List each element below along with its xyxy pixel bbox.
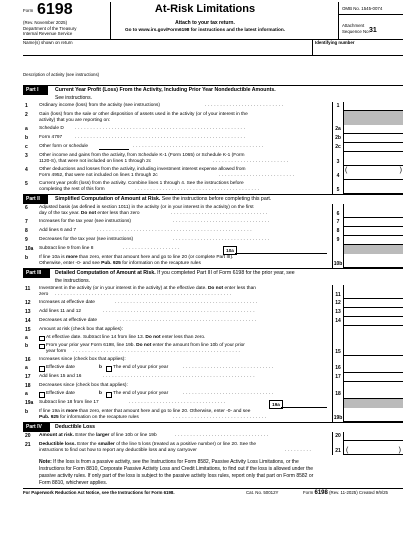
sequence-number: 31 [369,27,377,34]
line-17-row: 17 Add lines 15 and 16 . . . . . . . . . . . . . . . . . . . . . . . . . . . . . . . . . . . . . . . . . . . . . . . . . . 17 [23,373,403,382]
line-ref: 7 [332,218,344,227]
form-label: Form [23,8,34,13]
line-2c-amount[interactable] [344,143,403,152]
line-6-amount[interactable] [344,204,403,218]
line-ref: 8 [332,227,344,236]
line-text: activity) that you are reporting on: [39,118,111,123]
part2-title: Simplified Computation of Amount at Risk. See the instructions before completing this part. [55,196,272,202]
line-text: Form 4952, that were not included on lines 1 through 2c [39,173,158,178]
line-15b-row: b From your prior year Form 6198, line 19b. Do not enter the amount from line 10b of your prior year form . . . . . . . . . . . . . . . . . . . . . . . . . . . . . . . . . . . . . . . . . . . . . . . . . . . . . . . 15 [23,342,403,356]
line-16-row [23,356,403,364]
line-text: The end of your prior year [113,365,169,370]
line-text: Increases since (check box that applies): [39,357,126,362]
line-2c-row: c Other form or schedule . . . . . . . . . . . . . . . . . . . . . . . . . . . . . . . . . . . . . . . . . . . 2c [23,143,403,152]
line-letter: b [99,391,102,396]
line-10a-row: 10a Subtract line 9 from line 8 . . . . . . . . . . . . . . . . . . . 10a [23,245,403,254]
line-12-amount[interactable] [344,299,403,308]
line-letter: b [25,343,29,349]
line-letter: a [25,335,28,341]
line-number: 15 [25,327,31,333]
part4-header [23,423,403,432]
line-10a-amount[interactable] [235,246,327,254]
part4-label: Part IV [23,423,50,432]
line-ref: 11 [332,285,344,299]
line-9-row: 9 Decreases for the tax year (see instructions) . . . . . . . . . . . . . . . . . . . . . . . . . . . . . . . . 9 [23,236,403,245]
line-text: Adjusted basis (as defined in section 1011) in the activity (or in your interest in the activity) on the first [39,205,254,210]
line-ref: 13 [332,308,344,317]
line-13-amount[interactable] [344,308,403,317]
line-text: Increases for the tax year (see instructions) [39,219,131,224]
line-text: day of the tax year. Do not enter less than zero [39,211,140,216]
line-7-row: 7 Increases for the tax year (see instructions) . . . . . . . . . . . . . . . . . . . . . . . . . . . . . . . . 7 [23,218,403,227]
line-text: Other form or schedule [39,144,89,149]
identifying-number-label: Identifying number [315,40,355,45]
line-number: 1 [25,103,28,109]
line-number: 12 [25,300,31,306]
department-line2: Internal Revenue Service [23,31,73,36]
line-19a-amount[interactable] [281,400,327,408]
line-number: 6 [25,205,28,211]
line-number: 21 [25,442,31,448]
paperwork-notice: For Paperwork Reduction Act Notice, see the Instructions for Form 6198. [23,490,175,495]
attach-instruction: Attach to your tax return. [175,20,235,26]
line-8-amount[interactable] [344,227,403,236]
line-ref: 9 [332,236,344,245]
line-ref: 3 [332,152,344,166]
line-text: The end of your prior year [113,391,169,396]
line-ref: 2a [332,125,344,134]
passive-activity-note-line2: Instructions for Form 8810, Corporate Passive Activity Loss and Credit Limitations, to find out if the loss is allowed under the [39,466,314,472]
line-number: 17 [25,374,31,380]
line-text: Decreases for the tax year (see instructions) [39,237,134,242]
part1-subtitle: See instructions. [55,95,92,101]
line-1-row: 1 Ordinary income (loss) from the activity (see instructions) . . . . . . . . . . . . . . . . . . . . . . . . . . 1 [23,102,403,111]
line-6-row: 6 Adjusted basis (as defined in section 1011) in the activity (or in your interest in the activity) on the first day of the tax year. Do not enter less than zero . . . . . . . . . . . . . . . . . . . . . . . . . . . . . . . . 6 [23,204,403,218]
line-7-amount[interactable] [344,218,403,227]
line-text: If line 19a is more than zero, enter that amount here and go to line 20. Otherwise, enter -0- and see [39,409,251,414]
line-20-amount[interactable] [344,432,403,441]
sequence-label: Sequence No. [342,29,370,34]
line-text: Pub. 925 for information on the recapture rules [39,415,139,420]
line-number: 3 [25,153,28,159]
line-15-amount[interactable] [344,342,403,356]
line-ref: 20 [332,432,344,441]
line-text: Subtract line 18 from line 17 [39,400,99,405]
line-letter: b [25,409,29,415]
line-8-row: 8 Add lines 6 and 7 . . . . . . . . . . . . . . . . . . . . . . . . . . . . . . . . . . . . . . . . . . . . . . . . . . . 8 [23,227,403,236]
line-2a-row: a Schedule D . . . . . . . . . . . . . . . . . . . . . . . . . . . . . . . . . . . . . . . . . . . . . . . . . . . . . . . . 2a [23,125,403,134]
line-text: Add lines 6 and 7 [39,228,77,233]
line-ref: 1 [332,102,344,111]
line-19a-row: 19a Subtract line 18 from line 17 . . . . . . . . . . . . . . . . . . . . . . . . . . . . . . . . 19a [23,399,403,408]
line-number: 4 [25,167,28,173]
line-letter: b [25,135,29,141]
line-12-row: 12 Increases at effective date . . . . . . . . . . . . . . . . . . . . . . . . . . . . . . . . . . . . . . . . . . . . . . . 12 [23,299,403,308]
part1-title: Current Year Profit (Loss) From the Activity, Including Prior Year Nondeductible Amounts. [55,87,276,93]
line-text: Effective date [46,391,75,396]
line-10b-row [23,254,403,268]
line-text: Gain (loss) from the sale or other disposition of assets used in the activity (or of your interest in the [39,112,248,117]
line-text: Schedule D [39,126,64,131]
line-text: Other income and gains from the activity, from Schedule K-1 (Form 1065) or Schedule K-1 (Form [39,153,245,158]
line-20-row: 20 Amount at risk. Enter the larger of line 10b or line 19b . . . . . . . . . . . . . . . . . . . . . . . . . . . . . . . 20 [23,432,403,441]
line-text: Subtract line 9 from line 8 [39,246,94,251]
department-line1: Department of the Treasury [23,26,77,31]
omb-number: OMB No. 1545-0074 [342,6,383,11]
line-number: 18 [25,383,31,389]
footer-form-id: Form 6198 (Rev. 11-2025) Created 9/9/25 [303,490,388,496]
line-18ab-row: a Effective date b The end of your prior year . . . . . . . . . . . . . . . . . . . . . . . . . . . . . . 18 [23,390,403,399]
line-2a-amount[interactable] [344,125,403,134]
line-letter: a [25,391,28,397]
part1-label: Part I [23,86,48,95]
line-11-row: 11 Investment in the activity (or in your interest in the activity) at the effective date. Do not enter less than zero . . . . . . . . . . . . . . . . . . . . . . . . . . . . . . . . . . . . . . . . . . . . . . . . . . . . . . . . . . 11 [23,285,403,299]
line-letter: b [99,365,102,370]
line-21-amount[interactable]: ( ) [344,441,403,455]
form-title: At-Risk Limitations [154,3,256,15]
line-14-amount[interactable] [344,317,403,326]
line-text: Otherwise, enter -0- and see Pub. 925 for information on the recapture rules [39,261,201,266]
line-11-amount[interactable] [344,285,403,299]
line-number: 11 [25,286,31,292]
passive-activity-note-line1: Note: If the loss is from a passive activity, see the Instructions for Form 8582, Passive Activity Loss Limitations, or the [39,459,299,465]
line-2b-amount[interactable] [344,134,403,143]
line-5-amount[interactable] [344,180,403,194]
line-letter: a [25,365,28,371]
line-5-row: 5 Current year profit (loss) from the activity. Combine lines 1 through 4. See the instructions before completing the rest of this form . . . . . . . . . . . . . . . . . . . . . . . . . . . . . . . . . . . . . . . . . 5 [23,180,403,194]
part3-subtitle: the instructions. [55,278,91,284]
line-ref: 14 [332,317,344,326]
line-16a-checkbox[interactable] [39,366,45,372]
line-18a-checkbox[interactable] [39,392,45,398]
form-number: 6198 [37,1,73,18]
line-text: From your prior year Form 6198, line 19b. Do not enter the amount from line 10b of your prior [46,343,245,348]
line-ref: 18 [332,390,344,399]
passive-activity-note-line4: Form 8810, whichever applies. [39,480,108,486]
line-text: Increases at effective date [39,300,95,305]
line-text: Form 4797 [39,135,63,140]
attachment-label: Attachment [342,23,365,28]
line-text: zero [39,292,49,297]
line-ref: 2b [332,134,344,143]
line-letter: c [25,144,28,150]
part4-title: Deductible Loss [55,424,96,430]
line-number: 13 [25,309,31,315]
line-number: 19a [25,400,34,406]
line-ref: 17 [332,373,344,382]
line-ref: 19a [269,400,283,409]
line-1-amount[interactable] [344,102,403,111]
line-ref: 4 [332,166,344,180]
line-18-amount[interactable] [344,390,403,399]
line-10b-amount[interactable] [344,254,403,268]
line-15-row [23,326,403,334]
line-text: Other deductions and losses from the activity, including investment interest expense allowed from [39,167,246,172]
line-16ab-row: a Effective date b The end of your prior year . . . . . . . . . . . . . . . . . . . . . . . . . . . . . . 16 [23,364,403,373]
line-14-row: 14 Decreases at effective date . . . . . . . . . . . . . . . . . . . . . . . . . . . . . . . . . . . . . . . . . . . . . . 14 [23,317,403,326]
line-text: 1120-S), that were not included on lines 1 through 2c [39,159,152,164]
line-3-row: 3 Other income and gains from the activity, from Schedule K-1 (Form 1065) or Schedule K-1 (Form 1120-S), that were not included on lines 1 through 2c . . . . . . . . . . . . . . . . . . . . . . . . . 3 [23,152,403,166]
activity-description-label: Description of activity (see instructions) [23,72,100,77]
line-15a-row [23,334,403,342]
line-15b-checkbox[interactable] [39,344,45,350]
line-text: Amount at risk (check box that applies): [39,327,123,332]
line-ref: 6 [332,204,344,218]
line-ref: 15 [332,342,344,356]
line-number: 7 [25,219,28,225]
line-text: Add lines 11 and 12 [39,309,82,314]
line-text: Decreases at effective date [39,318,98,323]
line-letter: a [25,126,28,132]
other-schedule-field[interactable] [99,149,129,150]
line-ref: 2c [332,143,344,152]
line-text: instructions to find out how to report any deductible loss and any carryover [39,448,197,453]
passive-activity-note-line3: passive activity rules. If only part of the loss is subject to the passive activity loss rules, report only that part on Form 8582 or [39,473,314,479]
line-ref: 12 [332,299,344,308]
line-2-row [23,111,403,125]
line-15a-checkbox[interactable] [39,336,45,342]
name-label: Name(s) shown on return [23,40,73,45]
line-text: At effective date. Subtract line 14 from line 13. Do not enter less than zero. [46,335,206,340]
line-4-amount[interactable]: ( ) [344,166,403,180]
line-2b-row: b Form 4797 . . . . . . . . . . . . . . . . . . . . . . . . . . . . . . . . . . . . . . . . . . . . . . . . . . . . . . . . 2b [23,134,403,143]
line-ref: 10a [223,246,237,255]
line-13-row: 13 Add lines 11 and 12 . . . . . . . . . . . . . . . . . . . . . . . . . . . . . . . . . . . . . . . . . . . . . . . . . . 13 [23,308,403,317]
part1-header [23,86,403,95]
line-text: Current year profit (loss) from the activity. Combine lines 1 through 4. See the instructions before [39,181,244,186]
line-3-amount[interactable] [344,152,403,166]
line-text: Amount at risk. Enter the larger of line 10b or line 19b [39,433,157,438]
line-18b-checkbox[interactable] [106,392,112,398]
part2-label: Part II [23,195,48,204]
line-ref: 5 [332,180,344,194]
line-number: 2 [25,112,28,118]
part2-header [23,195,403,204]
line-text: Effective date [46,365,75,370]
line-number: 20 [25,433,31,439]
line-text: If line 10a is more than zero, enter that amount here and go to line 20 (or complete Part III). [39,255,234,260]
catalog-number: Cat. No. 50012Y [246,490,279,495]
line-text: Ordinary income (loss) from the activity (see instructions) [39,103,161,108]
line-text: Investment in the activity (or in your interest in the activity) at the effective date. Do not enter less than [39,286,256,291]
line-17-amount[interactable] [344,373,403,382]
line-number: 10a [25,246,34,252]
line-21-row: 21 Deductible loss. Enter the smaller of the line 5 loss (treated as a positive number) or line 20. See the instructions to find out how to report any deductible loss and any carryover . . . . . . . . . 21 ( ) [25,442,401,454]
line-text: Add lines 15 and 16 [39,374,82,379]
line-18-row [23,382,403,390]
line-16-amount[interactable] [344,364,403,373]
part3-header [23,269,403,278]
line-text: Decreases since (check box that applies): [39,383,128,388]
line-ref: 19b [332,408,344,422]
revision-date: (Rev. November 2025) [23,20,68,25]
line-ref: 16 [332,364,344,373]
line-number: 5 [25,181,28,187]
line-ref: 21 [332,441,344,455]
part3-label: Part III [23,269,50,278]
line-letter: b [25,255,29,261]
line-16b-checkbox[interactable] [106,366,112,372]
line-19b-amount[interactable] [344,408,403,422]
line-text: completing the rest of this form [39,187,105,192]
instructions-url: Go to www.irs.gov/Form6198 for instructions and the latest information. [124,27,285,32]
line-4-row: 4 Other deductions and losses from the activity, including investment interest expense allowed from Form 4952, that were not included on lines 1 through 2c . . . . . . . . . . . . . . . . . . . . . . . . . 4 ( ) [25,167,402,179]
line-19b-row: b If line 19a is more than zero, enter that amount here and go to line 20. Otherwise, enter -0- and see Pub. 925 for information on the recapture rules . . . . . . . . . . . . . . . . . . . . . . . . . . . . . . . 19b [23,408,403,422]
line-text: year form [46,349,67,354]
line-number: 9 [25,237,28,243]
line-ref: 10b [332,254,344,268]
line-text: Deductible loss. Enter the smaller of the line 5 loss (treated as a positive number) or line 20. See the [39,442,257,447]
line-number: 16 [25,357,31,363]
part3-title: Detailed Computation of Amount at Risk. If you completed Part III of Form 6198 for the prior year, see [55,270,295,276]
line-number: 8 [25,228,28,234]
line-9-amount[interactable] [344,236,403,245]
line-number: 14 [25,318,31,324]
